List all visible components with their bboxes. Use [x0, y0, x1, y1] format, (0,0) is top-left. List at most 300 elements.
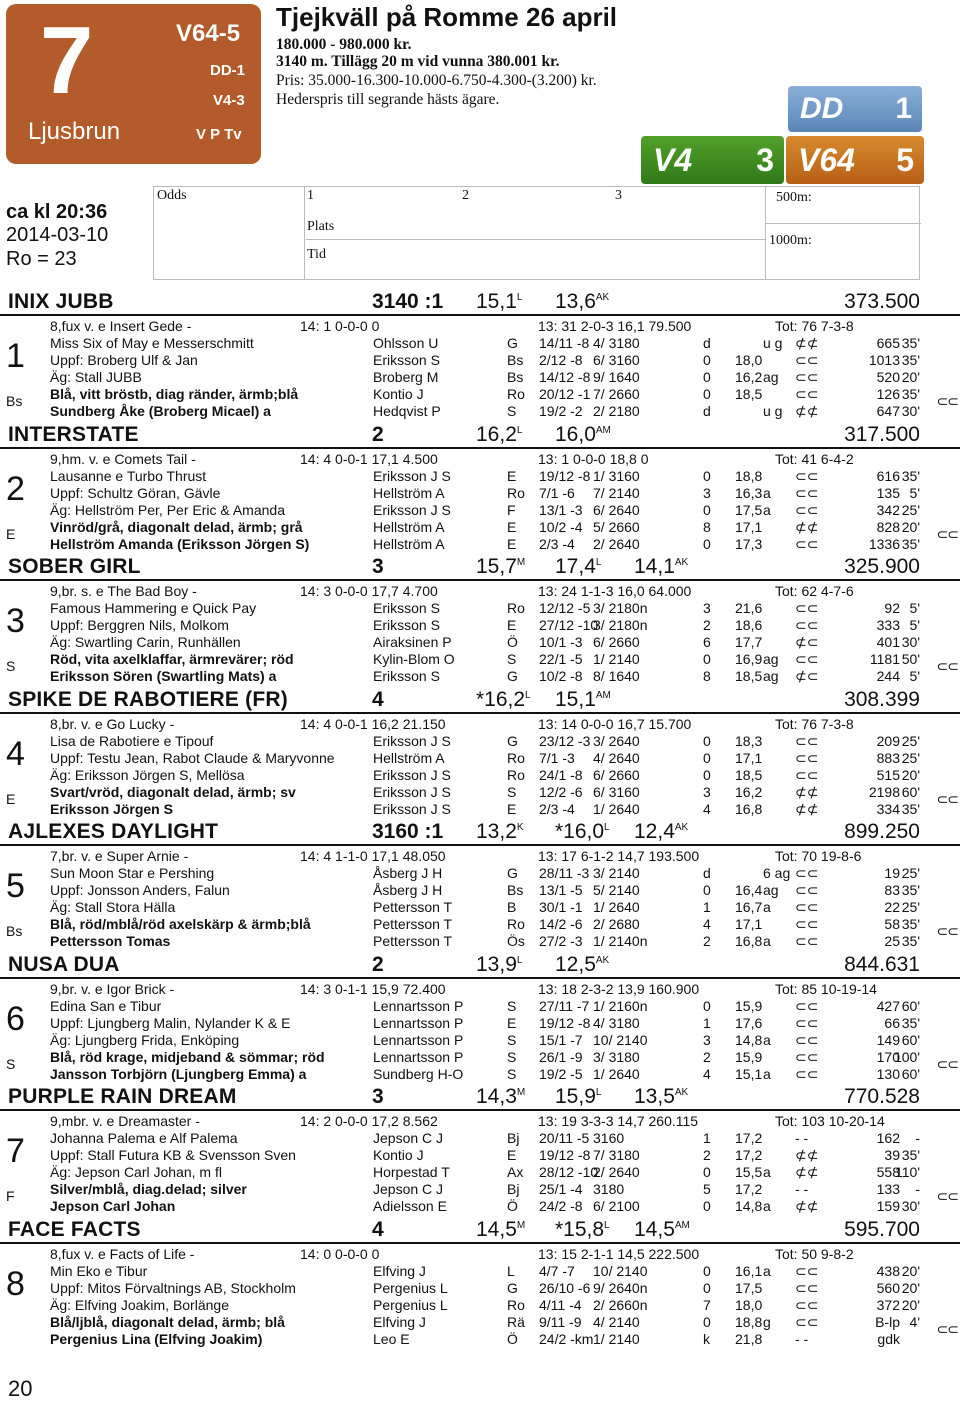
start-driver: Eriksson J S: [373, 800, 451, 817]
start-track: Ö: [507, 634, 518, 650]
start-distance-back: 20': [901, 518, 920, 535]
race-game-v64: V64-5: [176, 20, 241, 47]
start-distance-back: 35': [901, 800, 920, 817]
horse-info-line: Äg: Elfving Joakim, Borlänge: [50, 1296, 229, 1313]
start-date: 24/1 -8: [539, 766, 583, 783]
horse-info-line: Jepson Carl Johan: [50, 1198, 176, 1214]
start-post: 0: [703, 501, 711, 518]
start-time: 18,6: [735, 617, 763, 633]
start-date: 12/12 -5: [539, 600, 591, 616]
start-odds: 22: [884, 899, 900, 915]
horse-header: [0, 292, 960, 316]
start-post: 3: [703, 1031, 711, 1048]
start-track: Bs: [507, 882, 524, 898]
start-odds: 372: [876, 1296, 900, 1313]
start-shoes: ⊄⊄: [795, 335, 819, 351]
start-place-distance: 1/ 2640: [593, 800, 640, 817]
horse-info-line: Min Eko e Tibur: [50, 1262, 148, 1279]
start-driver: Lennartsson P: [373, 997, 464, 1014]
horse-record: $13,9^L$: [476, 952, 523, 976]
horse-record: $15,1^L$: [476, 290, 523, 313]
start-shoes: ⊄⊄: [795, 403, 819, 419]
start-post: 1: [703, 1130, 711, 1146]
start-date: 19/2 -5: [539, 1065, 583, 1082]
start-driver: Eriksson S: [373, 668, 440, 684]
odds-divider: [304, 187, 305, 279]
start-distance-back: 30': [901, 1198, 920, 1214]
start-place-distance: 2/ 2680: [593, 916, 640, 932]
time-divider: [765, 187, 766, 279]
horse-stats-total: Tot: 76 7-3-8: [775, 715, 854, 732]
1000m-label: 1000m:: [769, 233, 812, 248]
horse-record: $16,2^L$: [476, 422, 523, 446]
horse-info-line: Äg: Eriksson Jörgen S, Mellösa: [50, 766, 245, 783]
horse-entry: [0, 687, 960, 822]
start-time: 21,8: [735, 1330, 763, 1347]
start-odds: 19: [884, 865, 900, 881]
race-game-v4: V4-3: [213, 92, 245, 109]
start-odds: 515: [876, 766, 900, 783]
race-info-prizes: Pris: 35.000-16.300-10.000-6.750-4.300-(3.200) kr.: [276, 72, 597, 89]
horse-name: SPIKE DE RABOTIERE (FR): [8, 687, 288, 711]
start-time: 14,8: [735, 1198, 763, 1214]
horse-info-line: Lausanne e Turbo Thrust: [50, 467, 207, 484]
start-date: 23/12 -3: [539, 732, 591, 749]
horse-info-line: Eriksson Sören (Swartling Mats) a: [50, 668, 277, 684]
start-time: 18,5: [735, 766, 763, 783]
horse-info-line: Johanna Palema e Alf Palema: [50, 1130, 238, 1146]
start-date: 9/11 -9: [539, 1313, 582, 1330]
start-distance-back: 50': [901, 651, 920, 667]
start-track: E: [507, 518, 517, 535]
start-post: 2: [703, 1048, 711, 1065]
start-time: 18,5: [735, 386, 763, 402]
horse-distance: 2: [372, 952, 384, 976]
horse-record: $12,5^{AK}$: [555, 952, 610, 976]
start-shoes: ⊂⊂: [795, 617, 819, 633]
start-date: 14/11 -8: [539, 335, 590, 351]
start-track: F: [507, 501, 516, 518]
start-post: 0: [703, 369, 711, 385]
horse-pedigree: 9,hm. v. e Comets Tail -: [50, 450, 196, 467]
start-post: 2: [703, 617, 711, 633]
start-date: 20/11 -5: [539, 1130, 590, 1146]
start-odds: 159: [876, 1198, 900, 1214]
horse-entry: [0, 422, 960, 557]
horse-info-line: Miss Six of May e Messerschmitt: [50, 335, 254, 351]
start-post: 0: [703, 1279, 711, 1296]
horse-info-line: Sun Moon Star e Pershing: [50, 865, 215, 881]
start-track: E: [507, 535, 517, 552]
horse-distance: 4: [372, 1217, 384, 1241]
race-info-purse: 180.000 - 980.000 kr.: [276, 36, 412, 53]
start-time: 17,3: [735, 535, 763, 552]
start-distance-back: 20': [901, 1279, 920, 1296]
start-track: Ro: [507, 766, 525, 783]
start-driver: Hedqvist P: [373, 403, 441, 419]
horse-info-line: Edina San e Tibur: [50, 997, 162, 1014]
start-place-distance: 5/ 2660: [593, 518, 640, 535]
start-track: G: [507, 335, 518, 351]
start-shoes: ⊂⊂: [795, 732, 819, 749]
shoe-icon: ⊂⊂: [936, 923, 958, 939]
start-time: ca kl 20:36: [6, 201, 108, 223]
horse-stats-total: Tot: 62 4-7-6: [775, 583, 854, 599]
shoe-code: S: [6, 1055, 16, 1072]
horse-info-line: Eriksson Jörgen S: [50, 800, 173, 817]
start-driver: Eriksson J S: [373, 501, 451, 518]
horse-record: $13,5^{AK}$: [634, 1085, 689, 1108]
start-date: 22/1 -5: [539, 651, 583, 667]
start-shoes: ⊂⊂: [795, 1065, 819, 1082]
start-date: 10/2 -8: [539, 668, 583, 684]
start-driver: Pettersson T: [373, 933, 453, 949]
horse-entry: [0, 822, 960, 954]
start-driver: Jepson C J: [373, 1130, 444, 1146]
start-driver: Hellström A: [373, 535, 445, 552]
start-time: 16,7: [735, 899, 763, 915]
start-date: 4/7 -7: [539, 1262, 575, 1279]
start-shoes: ⊂⊂: [795, 865, 819, 881]
start-odds: 39: [884, 1147, 900, 1163]
horse-stats-2014: 14: 4 0-0-1 16,2 21.150: [300, 715, 446, 732]
start-number: 3: [6, 602, 25, 640]
start-post: 0: [703, 997, 711, 1014]
start-time-code: a: [763, 484, 771, 501]
start-time-code: 6 ag: [763, 865, 791, 881]
start-time: 15,9: [735, 997, 763, 1014]
start-place-distance: 1/ 2140n: [593, 933, 648, 949]
tid-label: Tid: [307, 247, 326, 262]
shoe-code: F: [6, 1188, 15, 1204]
start-driver: Pergenius L: [373, 1279, 448, 1296]
start-place-distance: 9/ 1640: [593, 369, 640, 385]
start-time: 16,4: [735, 882, 763, 898]
horse-pedigree: 8,fux v. e Insert Gede -: [50, 318, 192, 334]
start-date: 10/1 -3: [539, 634, 583, 650]
plats-label: Plats: [307, 219, 335, 234]
horse-record: $14,1^{AK}$: [634, 555, 689, 578]
shoe-code: S: [6, 658, 16, 674]
horse-earnings: 899.250: [844, 820, 920, 843]
start-date: 24/2 -km: [539, 1330, 594, 1347]
start-date: 12/2 -6: [539, 783, 583, 800]
start-date: 15/1 -7: [539, 1031, 583, 1048]
start-date: 14/2 -6: [539, 916, 583, 932]
start-driver: Eriksson J S: [373, 467, 451, 484]
horse-stats-2013: 13: 1 0-0-0 18,8 0: [538, 450, 649, 467]
start-number: 4: [6, 734, 25, 773]
shoe-code: Bs: [6, 393, 23, 409]
start-shoes: ⊄⊂: [795, 634, 819, 650]
start-time: 17,6: [735, 1014, 763, 1031]
horse-earnings: 325.900: [844, 555, 920, 578]
start-odds: 170: [876, 1048, 900, 1065]
v4-logo: V4 3: [641, 136, 784, 184]
start-post: 0: [703, 467, 711, 484]
start-shoes: - -: [795, 1181, 809, 1197]
horse-earnings: 844.631: [844, 952, 920, 976]
start-place-distance: 7/ 2660: [593, 386, 640, 402]
horse-record: $15,1^{AM}$: [555, 687, 611, 711]
start-place-distance: 2/ 2640: [593, 1164, 640, 1180]
start-shoes: ⊂⊂: [795, 600, 819, 616]
place-3-label: 3: [615, 188, 622, 203]
start-distance-back: 35': [901, 535, 920, 552]
start-shoes: ⊂⊂: [795, 1296, 819, 1313]
start-distance-back: 35': [901, 386, 920, 402]
start-track: E: [507, 617, 517, 633]
horse-name: FACE FACTS: [8, 1217, 141, 1241]
start-number: 1: [6, 337, 25, 375]
shoe-icon: ⊂⊂: [936, 525, 958, 542]
start-driver: Jepson C J: [373, 1181, 444, 1197]
start-distance-back: 35': [901, 352, 920, 368]
start-time: 18,0: [735, 352, 763, 368]
start-track: Ös: [507, 933, 525, 949]
start-time: 16,9: [735, 651, 763, 667]
start-post: 0: [703, 1198, 711, 1214]
start-odds: gdk: [877, 1330, 900, 1347]
start-distance-back: 60': [901, 1065, 920, 1082]
horse-stats-total: Tot: 41 6-4-2: [775, 450, 854, 467]
start-shoes: ⊂⊂: [795, 467, 819, 484]
start-place-distance: 10/ 2140: [593, 1262, 648, 1279]
start-driver: Kontio J: [373, 386, 424, 402]
start-track: G: [507, 1279, 518, 1296]
horse-pedigree: 8,br. v. e Go Lucky -: [50, 715, 175, 732]
horse-record: $14,5^M$: [476, 1217, 526, 1241]
horse-record: $14,3^M$: [476, 1085, 526, 1108]
start-shoes: ⊂⊂: [795, 501, 819, 518]
start-time-code: a: [763, 1262, 771, 1279]
start-track: Bs: [507, 352, 524, 368]
start-track: Ro: [507, 600, 525, 616]
start-place-distance: 7/ 3180: [593, 1147, 640, 1163]
start-shoes: - -: [795, 1330, 809, 1347]
start-post: 4: [703, 1065, 711, 1082]
start-date: 4/11 -4: [539, 1296, 582, 1313]
start-odds: 1013: [868, 352, 900, 368]
horse-record: $13,2^K$: [476, 820, 524, 843]
horse-info-line: Uppf: Broberg Ulf & Jan: [50, 352, 198, 368]
start-time: 16,2: [735, 369, 763, 385]
horse-info-line: Uppf: Jonsson Anders, Falun: [50, 882, 230, 898]
start-post: 0: [703, 749, 711, 766]
horse-entry: [0, 1087, 960, 1219]
start-driver: Kylin-Blom O: [373, 651, 455, 667]
start-track: G: [507, 668, 518, 684]
horse-info-line: Lisa de Rabotiere e Tipouf: [50, 732, 214, 749]
start-post: 1: [703, 1014, 711, 1031]
start-track: S: [507, 1031, 517, 1048]
horse-distance: 3160 :1: [372, 820, 444, 843]
start-date: 30/1 -1: [539, 899, 583, 915]
start-odds: 665: [876, 335, 900, 351]
start-track: S: [507, 783, 517, 800]
start-place-distance: 3/ 2180n: [593, 600, 648, 616]
dd-logo: DD 1: [788, 86, 922, 132]
start-track: G: [507, 732, 518, 749]
start-shoes: ⊂⊂: [795, 997, 819, 1014]
race-info-distance: 3140 m. Tillägg 20 m vid vunna 380.001 kr.: [276, 53, 560, 70]
start-odds: 162: [876, 1130, 900, 1146]
horse-record: $13,6^{AK}$: [555, 290, 610, 313]
start-driver: Adielsson E: [373, 1198, 447, 1214]
start-distance-back: 100': [893, 1048, 920, 1065]
start-post: d: [703, 865, 711, 881]
start-shoes: ⊄⊄: [795, 783, 819, 800]
horse-info-line: Pergenius Lina (Elfving Joakim): [50, 1330, 263, 1347]
start-odds: 520: [876, 369, 900, 385]
start-date: 24/2 -8: [539, 1198, 583, 1214]
horse-header: [0, 822, 960, 846]
start-driver: Leo E: [373, 1330, 410, 1347]
start-odds: B-lp: [875, 1313, 900, 1330]
start-distance-back: 25': [901, 899, 920, 915]
start-place-distance: 7/ 2140: [593, 484, 640, 501]
start-distance-back: 20': [901, 1262, 920, 1279]
horse-entry: [0, 292, 960, 424]
start-post: 6: [703, 634, 711, 650]
start-odds: 334: [876, 800, 900, 817]
start-post: 3: [703, 600, 711, 616]
start-time-code: ag: [763, 668, 779, 684]
race-number: 7: [40, 7, 94, 114]
horse-info-line: Sundberg Åke (Broberg Micael) a: [50, 403, 271, 419]
start-distance-back: 35': [901, 1147, 920, 1163]
start-odds: 58: [884, 916, 900, 932]
split-divider: [766, 223, 921, 224]
start-time-code: u g: [763, 403, 783, 419]
horse-stats-2014: 14: 0 0-0-0 0: [300, 1245, 380, 1262]
start-date: 25/1 -4: [539, 1181, 583, 1197]
start-distance-back: -: [915, 1130, 920, 1146]
start-time-code: a: [763, 1065, 771, 1082]
start-odds: 1336: [868, 535, 900, 552]
start-shoes: ⊂⊂: [795, 1279, 819, 1296]
horse-header: [0, 952, 960, 979]
start-driver: Lennartsson P: [373, 1031, 464, 1048]
horse-entry: [0, 557, 960, 689]
start-track: S: [507, 997, 517, 1014]
start-distance-back: 35': [901, 933, 920, 949]
start-post: 3: [703, 484, 711, 501]
shoe-code: Bs: [6, 923, 23, 939]
start-distance-back: 5': [909, 668, 920, 684]
horse-distance: 3: [372, 555, 384, 578]
start-driver: Broberg M: [373, 369, 439, 385]
start-track: Ro: [507, 386, 525, 402]
start-shoes: ⊂⊂: [795, 899, 819, 915]
start-shoes: ⊄⊄: [795, 1198, 819, 1214]
start-track: B: [507, 899, 517, 915]
horse-stats-total: Tot: 76 7-3-8: [775, 318, 854, 334]
start-distance-back: 5': [909, 617, 920, 633]
shoe-code: E: [6, 525, 16, 542]
start-place-distance: 4/ 2640: [593, 749, 640, 766]
start-date: 27/2 -3: [539, 933, 583, 949]
start-shoes: ⊂⊂: [795, 1262, 819, 1279]
horse-stats-total: Tot: 85 10-19-14: [775, 980, 877, 997]
start-odds: 828: [876, 518, 900, 535]
start-place-distance: 3160: [593, 1130, 625, 1146]
start-shoes: ⊂⊂: [795, 352, 819, 368]
horse-stats-2013: 13: 18 2-3-2 13,9 160.900: [538, 980, 700, 997]
start-driver: Kontio J: [373, 1147, 424, 1163]
start-time: 16,2: [735, 783, 763, 800]
start-post: k: [703, 1330, 710, 1347]
horse-stats-2013: 13: 17 6-1-2 14,7 193.500: [538, 848, 700, 864]
start-place-distance: 2/ 2660n: [593, 1296, 648, 1313]
start-place-distance: 1/ 2640: [593, 899, 640, 915]
odds-entry-box: [153, 186, 920, 280]
start-post: 3: [703, 783, 711, 800]
horse-pedigree: 7,br. v. e Super Arnie -: [50, 848, 189, 864]
start-time: 17,2: [735, 1147, 763, 1163]
start-time: 15,5: [735, 1164, 763, 1180]
start-driver: Pergenius L: [373, 1296, 448, 1313]
shoe-icon: ⊂⊂: [936, 790, 958, 807]
start-date: 7/1 -6: [539, 484, 575, 501]
shoe-icon: ⊂⊂: [936, 658, 958, 674]
start-odds: 616: [876, 467, 900, 484]
horse-info-line: Svart/vröd, diagonalt delad, ärmb; sv: [50, 783, 296, 800]
horse-info-line: Pettersson Tomas: [50, 933, 171, 949]
horse-name: PURPLE RAIN DREAM: [8, 1085, 237, 1108]
start-post: 0: [703, 1262, 711, 1279]
start-driver: Eriksson S: [373, 352, 440, 368]
start-odds: 883: [876, 749, 900, 766]
start-driver: Lennartsson P: [373, 1048, 464, 1065]
horse-name: SOBER GIRL: [8, 555, 141, 578]
odds-label: Odds: [157, 188, 187, 203]
start-track: Ro: [507, 1296, 525, 1313]
start-driver: Sundberg H-O: [373, 1065, 464, 1082]
start-time: 15,9: [735, 1048, 763, 1065]
place-2-label: 2: [462, 188, 469, 203]
horse-stats-2013: 13: 24 1-1-3 16,0 64.000: [538, 583, 692, 599]
start-post: 4: [703, 800, 711, 817]
horse-stats-2014: 14: 3 0-0-0 17,7 4.700: [300, 583, 438, 599]
start-driver: Eriksson S: [373, 600, 440, 616]
start-post: 8: [703, 668, 711, 684]
start-date: 26/10 -6: [539, 1279, 591, 1296]
horse-name: NUSA DUA: [8, 952, 120, 976]
horse-record: $15,9^L$: [555, 1085, 602, 1108]
start-post: 2: [703, 1147, 711, 1163]
start-driver: Hellström A: [373, 749, 445, 766]
horse-earnings: 770.528: [844, 1085, 920, 1108]
start-distance-back: 60': [901, 1031, 920, 1048]
start-time-code: ag: [763, 882, 779, 898]
horse-name: INIX JUBB: [8, 290, 114, 313]
start-place-distance: 4/ 2140: [593, 1313, 640, 1330]
race-bet-types: V P Tv: [196, 126, 242, 143]
start-post: d: [703, 403, 711, 419]
start-number: 6: [6, 999, 25, 1038]
start-date: 7/1 -3: [539, 749, 575, 766]
start-track: S: [507, 1065, 517, 1082]
horse-header: [0, 557, 960, 581]
horse-pedigree: 9,br. s. e The Bad Boy -: [50, 583, 197, 599]
start-time: 17,1: [735, 749, 763, 766]
start-date: 13/1 -3: [539, 501, 583, 518]
start-distance-back: 5': [909, 600, 920, 616]
start-date: 19/2 -2: [539, 403, 583, 419]
horse-name: AJLEXES DAYLIGHT: [8, 820, 219, 843]
start-driver: Eriksson J S: [373, 783, 451, 800]
